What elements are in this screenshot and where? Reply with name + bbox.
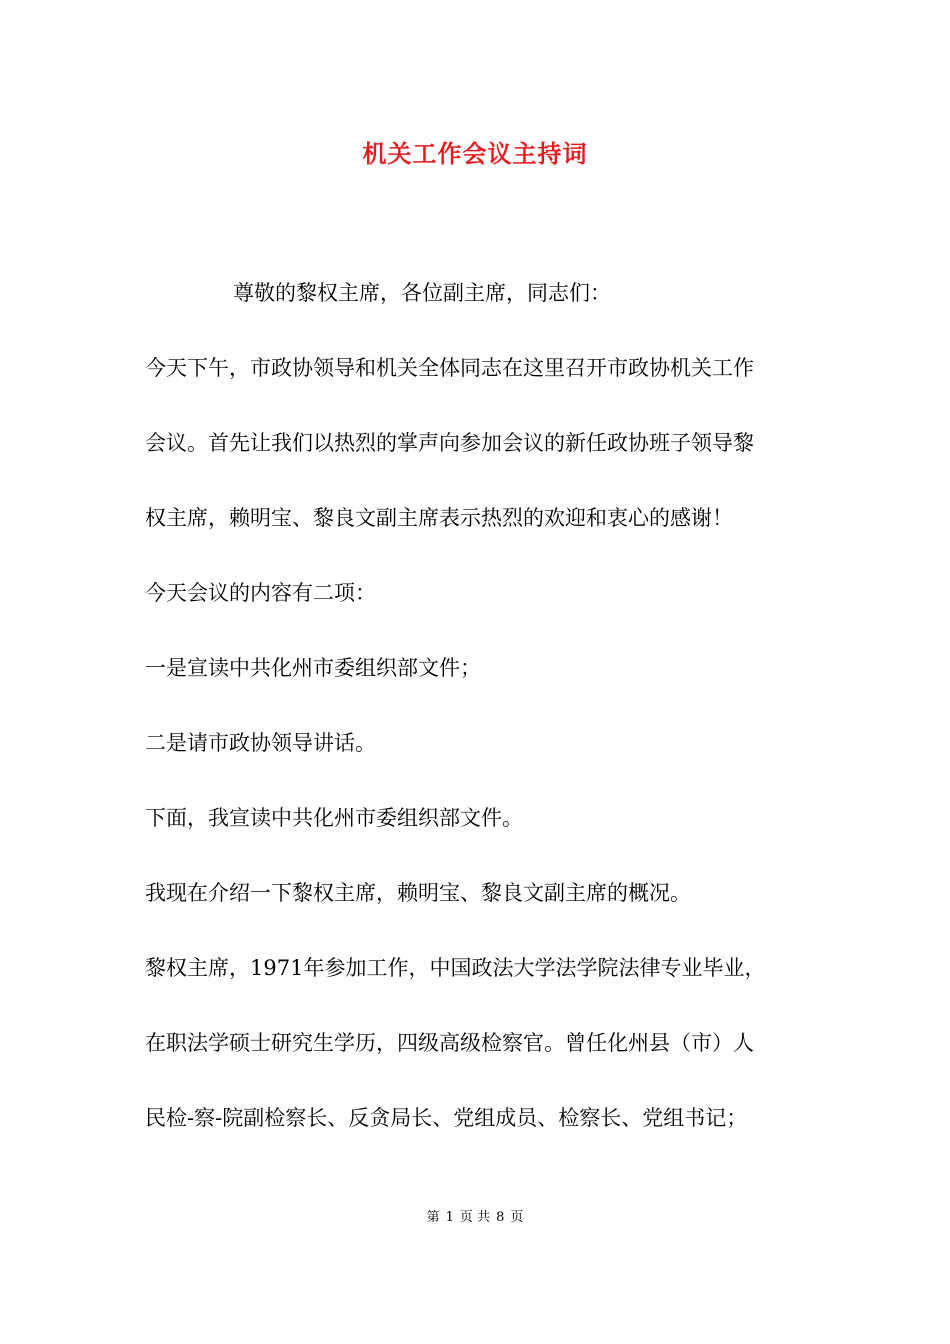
paragraph-line: 今天下午，市政协领导和机关全体同志在这里召开市政协机关工作: [145, 356, 754, 380]
paragraph-line: 在职法学硕士研究生学历，四级高级检察官。曾任化州县（市）人: [145, 1031, 754, 1055]
paragraph-line: 下面，我宣读中共化州市委组织部文件。: [145, 806, 523, 830]
footer-prefix: 第: [426, 1210, 440, 1225]
page-footer: [0, 1208, 950, 1228]
paragraph-line: 一是宣读中共化州市委组织部文件；: [145, 656, 481, 680]
page-number: 1: [445, 1210, 454, 1225]
document-body: [145, 278, 815, 1178]
footer-suffix: 页: [510, 1210, 524, 1225]
paragraph-line: 权主席，赖明宝、黎良文副主席表示热烈的欢迎和衷心的感谢！: [145, 506, 733, 530]
document-title: 机关工作会议主持词: [362, 139, 588, 168]
paragraph-line: 我现在介绍一下黎权主席，赖明宝、黎良文副主席的概况。: [145, 881, 691, 905]
total-pages: 8: [496, 1210, 505, 1225]
paragraph-line: 会议。首先让我们以热烈的掌声向参加会议的新任政协班子领导黎: [145, 431, 754, 455]
paragraph-line: 今天会议的内容有二项：: [145, 581, 376, 605]
paragraph-line: 民检-察-院副检察长、反贪局长、党组成员、检察长、党组书记；: [145, 1106, 748, 1130]
footer-middle: 页 共: [459, 1210, 491, 1225]
salutation-line: 尊敬的黎权主席，各位副主席，同志们：: [233, 281, 611, 305]
paragraph-line: 二是请市政协领导讲话。: [145, 731, 376, 755]
paragraph-line: 黎权主席，1971年参加工作，中国政法大学法学院法律专业毕业，: [145, 956, 766, 980]
